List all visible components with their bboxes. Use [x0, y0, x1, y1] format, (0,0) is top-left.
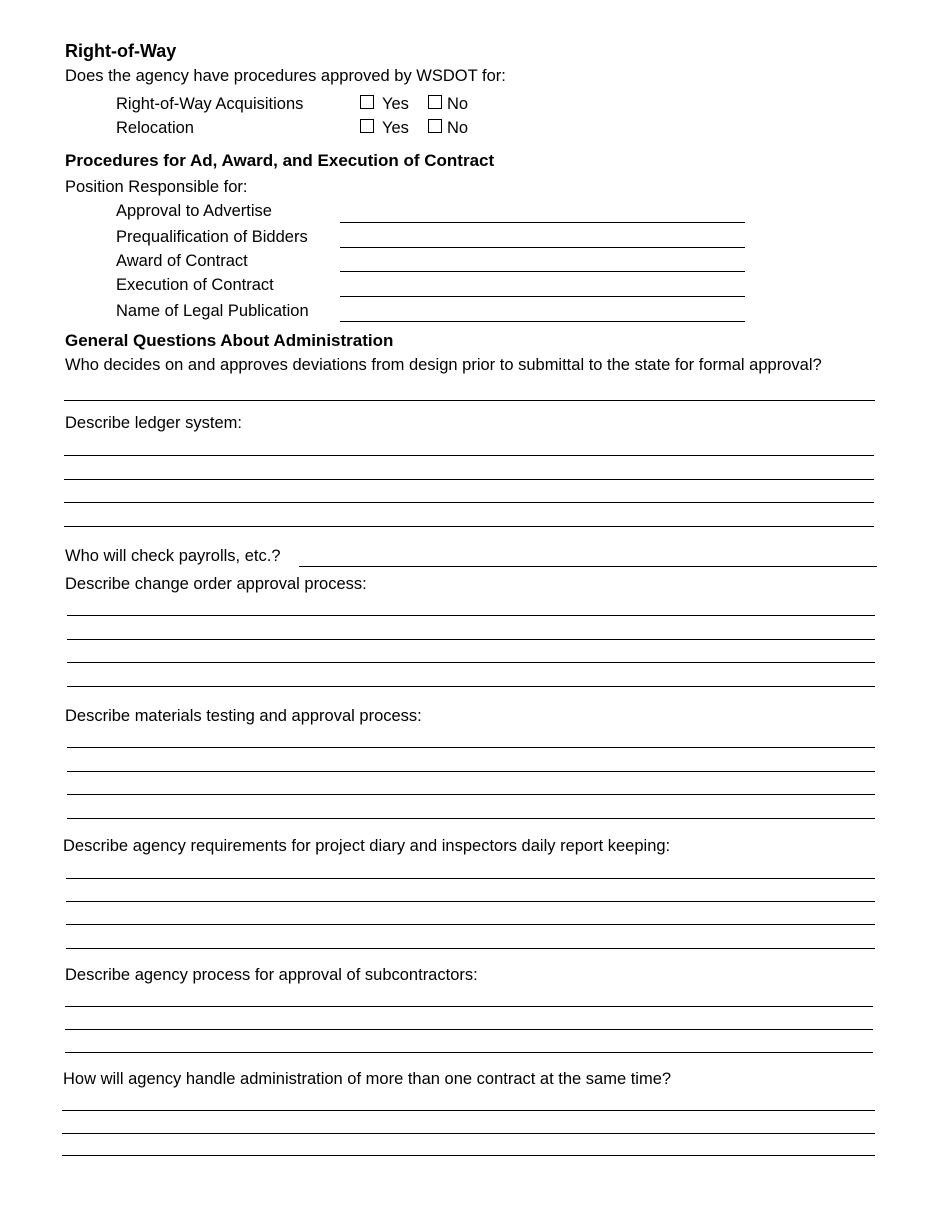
change-order-answer-line[interactable]	[67, 662, 875, 663]
right-of-way-heading: Right-of-Way	[65, 41, 177, 61]
materials-answer-line[interactable]	[67, 818, 875, 819]
row-acquisitions-no-label: No	[447, 95, 469, 113]
field-label-prequalification: Prequalification of Bidders	[116, 228, 308, 246]
row-label-row-acquisitions: Right-of-Way Acquisitions	[116, 95, 304, 113]
materials-answer-line[interactable]	[67, 794, 875, 795]
ledger-question: Describe ledger system:	[65, 414, 242, 432]
ledger-answer-line[interactable]	[64, 455, 874, 456]
change-order-answer-line[interactable]	[67, 639, 875, 640]
field-label-approval-to-advertise: Approval to Advertise	[116, 202, 272, 220]
subcontractors-question: Describe agency process for approval of subcontractors:	[65, 966, 478, 984]
diary-answer-line[interactable]	[66, 948, 875, 949]
relocation-no-checkbox[interactable]	[428, 119, 442, 133]
multiple-contracts-answer-line[interactable]	[62, 1110, 875, 1111]
diary-answer-line[interactable]	[66, 901, 875, 902]
procedures-heading: Procedures for Ad, Award, and Execution of Contract	[65, 151, 495, 170]
diary-answer-line[interactable]	[66, 878, 875, 879]
payrolls-question: Who will check payrolls, etc.?	[65, 547, 281, 565]
subcontractors-answer-line[interactable]	[65, 1052, 873, 1053]
relocation-yes-checkbox[interactable]	[360, 119, 374, 133]
ledger-answer-line[interactable]	[64, 526, 874, 527]
change-order-answer-line[interactable]	[67, 615, 875, 616]
ledger-answer-line[interactable]	[64, 479, 874, 480]
diary-answer-line[interactable]	[66, 924, 875, 925]
row-acquisitions-no-checkbox[interactable]	[428, 95, 442, 109]
deviations-question: Who decides on and approves deviations from design prior to submittal to the state for formal approval?	[65, 356, 822, 374]
diary-question: Describe agency requirements for project diary and inspectors daily report keeping:	[63, 837, 671, 855]
multiple-contracts-answer-line[interactable]	[62, 1133, 875, 1134]
general-heading: General Questions About Administration	[65, 331, 394, 350]
subcontractors-answer-line[interactable]	[65, 1029, 873, 1030]
materials-question: Describe materials testing and approval process:	[65, 707, 422, 725]
row-label-relocation: Relocation	[116, 119, 194, 137]
relocation-no-label: No	[447, 119, 469, 137]
multiple-contracts-question: How will agency handle administration of more than one contract at the same time?	[63, 1070, 672, 1088]
right-of-way-question: Does the agency have procedures approved by WSDOT for:	[65, 67, 506, 85]
field-label-execution-of-contract: Execution of Contract	[116, 276, 274, 294]
field-label-legal-publication: Name of Legal Publication	[116, 302, 309, 320]
materials-answer-line[interactable]	[67, 771, 875, 772]
execution-of-contract-input-line[interactable]	[340, 296, 745, 297]
materials-answer-line[interactable]	[67, 747, 875, 748]
deviations-answer-line[interactable]	[64, 400, 875, 401]
award-of-contract-input-line[interactable]	[340, 271, 745, 272]
row-acquisitions-yes-label: Yes	[382, 95, 409, 113]
change-order-question: Describe change order approval process:	[65, 575, 367, 593]
relocation-yes-label: Yes	[382, 119, 409, 137]
row-acquisitions-yes-checkbox[interactable]	[360, 95, 374, 109]
ledger-answer-line[interactable]	[64, 502, 874, 503]
procedures-intro: Position Responsible for:	[65, 178, 248, 196]
payrolls-answer-line[interactable]	[299, 566, 877, 567]
change-order-answer-line[interactable]	[67, 686, 875, 687]
subcontractors-answer-line[interactable]	[65, 1006, 873, 1007]
approval-to-advertise-input-line[interactable]	[340, 222, 745, 223]
field-label-award-of-contract: Award of Contract	[116, 252, 248, 270]
multiple-contracts-answer-line[interactable]	[62, 1155, 875, 1156]
prequalification-input-line[interactable]	[340, 247, 745, 248]
legal-publication-input-line[interactable]	[340, 321, 745, 322]
